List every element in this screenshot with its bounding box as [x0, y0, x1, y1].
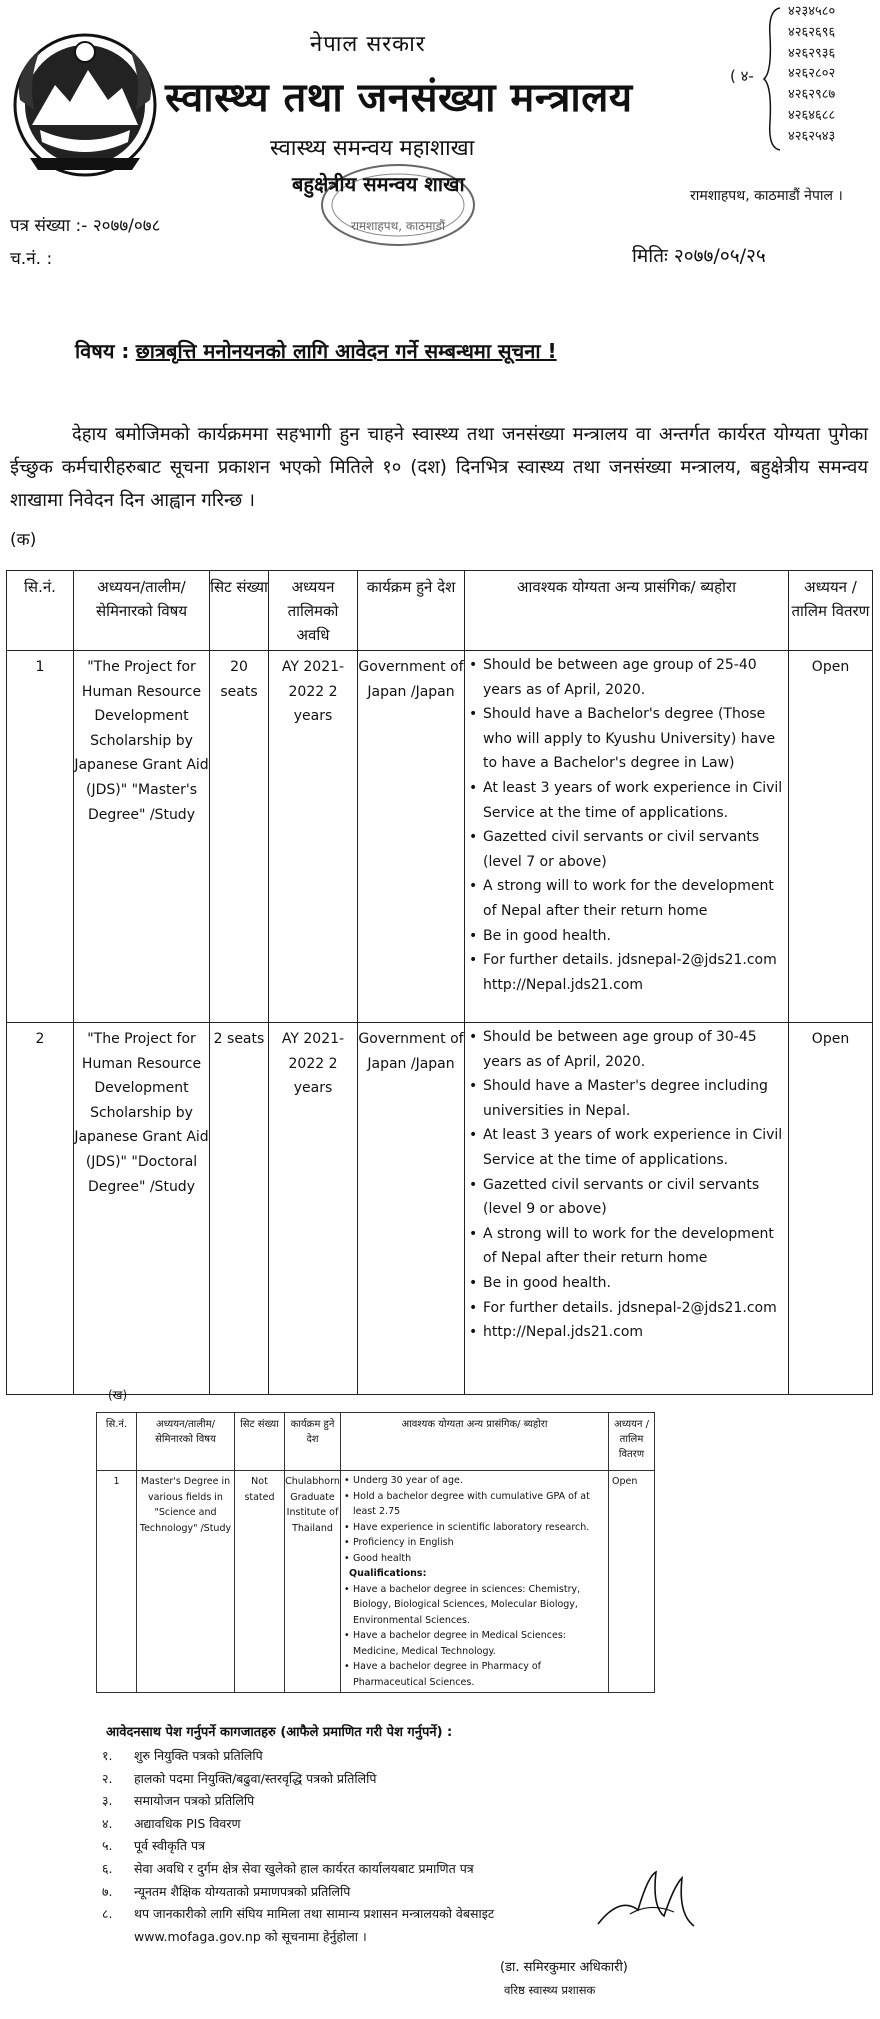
letter-date: मितिः २०७७/०५/२५ — [632, 245, 766, 267]
stamp-text: रामशाहपथ, काठमाडौं — [350, 219, 446, 233]
subject-text: छात्रबृत्ति मनोनयनको लागि आवेदन गर्ने सम्बन्धमा सूचना ! — [135, 339, 557, 363]
header-duration: अध्ययन तालिमको अवधि — [269, 571, 358, 651]
phone-number: ४२६४६८८ — [788, 107, 836, 123]
cell-seats: Not stated — [235, 1471, 285, 1693]
list-item — [102, 1858, 494, 1881]
item-text: अद्यावधिक PIS विवरण — [134, 1815, 241, 1831]
requirement-item: • Should be between age group of 25-40 years as of April, 2020. — [483, 653, 784, 702]
cell-country: Government of Japan /Japan — [358, 651, 465, 1023]
table-row — [7, 1023, 873, 1395]
list-item — [102, 1813, 494, 1836]
header-country: कार्यक्रम हुने देश — [358, 571, 465, 651]
signatory-name: (डा. समिरकुमार अधिकारी) — [500, 1960, 628, 1975]
cell-requirements — [341, 1471, 609, 1693]
header-distribution: अध्ययन /तालिम वितरण — [789, 571, 873, 651]
division-name: स्वास्थ्य समन्वय महाशाखा — [270, 136, 475, 161]
qualification-item: • Have a bachelor degree in sciences: Chemistry, Biology, Biological Sciences, Molecular Biology, Environmental Sciences. — [353, 1582, 606, 1629]
signature-mark — [590, 1866, 700, 1936]
item-number: ४. — [102, 1815, 113, 1831]
list-item — [102, 1881, 494, 1904]
cell-country: Chulabhorn Graduate Institute of Thailand — [285, 1471, 341, 1693]
requirement-item: • http://Nepal.jds21.com — [483, 1320, 784, 1345]
table-header-row — [7, 571, 873, 651]
header-subject: अध्ययन/तालीम/ सेमिनारको विषय — [137, 1413, 235, 1471]
signatory-title: वरिष्ठ स्वास्थ्य प्रशासक — [504, 1983, 596, 1997]
requirement-item: • Should have a Bachelor's degree (Those who will apply to Kyushu University) have to have a Bachelor's degree in Law) — [483, 702, 784, 776]
part-kha-label: (ख) — [108, 1388, 128, 1402]
item-text: शुरु नियुक्ति पत्रको प्रतिलिपि — [134, 1748, 263, 1763]
documents-title: आवेदनसाथ पेश गर्नुपर्ने कागजातहरु (आफैले प्रमाणित गरी पेश गर्नुपर्ने) : — [106, 1725, 453, 1740]
cell-distribution: Open — [789, 1023, 873, 1395]
item-number: ८. — [102, 1906, 113, 1922]
requirement-item: • Have experience in scientific laboratory research. — [353, 1520, 606, 1536]
cell-sn: 2 — [7, 1023, 74, 1395]
requirement-item: • Underg 30 year of age. — [353, 1473, 606, 1489]
requirement-item: • A strong will to work for the development of Nepal after their return home — [483, 1222, 784, 1271]
list-item — [102, 1903, 494, 1926]
requirement-item: • Gazetted civil servants or civil servants (level 7 or above) — [483, 825, 784, 874]
header-requirements: आवश्यक योग्यता अन्य प्रासंगिक/ ब्यहोरा — [341, 1413, 609, 1471]
cell-distribution: Open — [609, 1471, 655, 1693]
requirement-item: • Should have a Master's degree including universities in Nepal. — [483, 1074, 784, 1123]
header-sn: सि.नं. — [97, 1413, 137, 1471]
item-text: सेवा अवधि र दुर्गम क्षेत्र सेवा खुलेको हाल कार्यरत कार्यालयबाट प्रमाणित पत्र — [134, 1860, 474, 1876]
phone-numbers — [730, 0, 870, 160]
phone-prefix: ( ४- — [730, 67, 754, 85]
cell-distribution: Open — [789, 651, 873, 1023]
requirement-item: • Proficiency in English — [353, 1535, 606, 1551]
cell-seats: 20 seats — [210, 651, 269, 1023]
cell-duration: AY 2021-2022 2 years — [269, 1023, 358, 1395]
cell-subject: "The Project for Human Resource Development Scholarship by Japanese Grant Aid (JDS)" "Doctoral Degree" /Study — [74, 1023, 210, 1395]
subject-label: विषय : — [75, 339, 130, 363]
header-distribution: अध्ययन /तालिम वितरण — [609, 1413, 655, 1471]
requirement-item: • Be in good health. — [483, 1271, 784, 1296]
qualifications-heading: Qualifications: — [349, 1568, 427, 1579]
cell-seats: 2 seats — [210, 1023, 269, 1395]
table-row — [7, 651, 873, 1023]
scholarship-table — [6, 570, 873, 1395]
item-number: ३. — [102, 1793, 113, 1809]
item-text: थप जानकारीको लागि संघिय मामिला तथा सामान्य प्रशासन मन्त्रालयको वेबसाइट — [134, 1906, 495, 1922]
requirement-item: • Good health — [353, 1551, 606, 1567]
requirement-item: • At least 3 years of work experience in Civil Service at the time of applications. — [483, 776, 784, 825]
cell-sn: 1 — [7, 651, 74, 1023]
requirement-item: • For further details. jdsnepal-2@jds21.com — [483, 1296, 784, 1321]
header-seats: सिट संख्या — [210, 571, 269, 651]
qualification-item: • Have a bachelor degree in Pharmacy of Pharmaceutical Sciences. — [353, 1659, 606, 1690]
cell-country: Government of Japan /Japan — [358, 1023, 465, 1395]
website-link: www.mofaga.gov.np को सूचनामा हेर्नुहोला । — [134, 1928, 367, 1944]
requirement-item: • For further details. jdsnepal-2@jds21.com http://Nepal.jds21.com — [483, 948, 784, 997]
cell-subject: "The Project for Human Resource Development Scholarship by Japanese Grant Aid (JDS)" "Master's Degree" /Study — [74, 651, 210, 1023]
list-item — [102, 1745, 494, 1768]
requirement-item: • Should be between age group of 30-45 years as of April, 2020. — [483, 1025, 784, 1074]
part-ka-label: (क) — [10, 530, 37, 550]
brace-icon — [762, 6, 782, 152]
item-text: पूर्व स्वीकृति पत्र — [134, 1838, 206, 1854]
body-paragraph: देहाय बमोजिमको कार्यक्रममा सहभागी हुन चाहने स्वास्थ्य तथा जनसंख्या मन्त्रालय वा अन्तर्गत कार्यरत योग्यता पुगेका ईच्छुक कर्मचारीहरुबाट सूचना प्रकाशन भएको मितिले १० (दश) दिनभित्र स्वास्थ्य तथा जनसंख्या मन्त्रालय, बहुक्षेत्रीय समन्वय शाखामा निवेदन दिन आह्वान गरिन्छ । — [10, 424, 868, 511]
phone-number: ४२६२५४३ — [788, 128, 836, 144]
requirement-item: • Hold a bachelor degree with cumulative GPA of at least 2.75 — [353, 1489, 606, 1520]
item-number: १. — [102, 1748, 113, 1763]
subject-line — [75, 337, 557, 364]
cell-requirements — [465, 1023, 789, 1395]
government-name: नेपाल सरकार — [310, 32, 426, 57]
requirement-item: • Gazetted civil servants or civil servants (level 9 or above) — [483, 1173, 784, 1222]
header-sn: सि.नं. — [7, 571, 74, 651]
phone-number: ४२६२९३६ — [788, 45, 836, 61]
list-item — [102, 1835, 494, 1858]
qualification-item: • Have a bachelor degree in Medical Sciences: Medicine, Medical Technology. — [353, 1628, 606, 1659]
requirement-item: • At least 3 years of work experience in Civil Service at the time of applications. — [483, 1123, 784, 1172]
item-text: न्यूनतम शैक्षिक योग्यताको प्रमाणपत्रको प्रतिलिपि — [134, 1883, 351, 1899]
cell-requirements — [465, 651, 789, 1023]
item-number: ७. — [102, 1883, 113, 1899]
phone-number: ४२६२९८७ — [788, 87, 836, 103]
phone-number: ४२६२८०२ — [788, 66, 836, 82]
office-address: रामशाहपथ, काठमाडौं नेपाल । — [690, 188, 843, 204]
phone-number: ४२३४५८० — [788, 4, 836, 19]
header-requirements: आवश्यक योग्यता अन्य प्रासंगिक/ ब्यहोरा — [465, 571, 789, 651]
phone-number: ४२६२६९६ — [788, 24, 836, 40]
item-number: ६. — [102, 1860, 113, 1876]
ministry-name: स्वास्थ्य तथा जनसंख्या मन्त्रालय — [165, 75, 633, 121]
header-subject: अध्ययन/तालीम/ सेमिनारको विषय — [74, 571, 210, 651]
list-item — [102, 1768, 494, 1791]
cell-sn: 1 — [97, 1471, 137, 1693]
item-number: २. — [102, 1770, 113, 1786]
reference-number: पत्र संख्या :- २०७७/०७८ — [10, 216, 161, 236]
cell-duration: AY 2021-2022 2 years — [269, 651, 358, 1023]
cell-subject: Master's Degree in various fields in "Science and Technology" /Study — [137, 1471, 235, 1693]
table-header-row — [97, 1413, 655, 1471]
list-item — [102, 1790, 494, 1813]
item-number: ५. — [102, 1838, 113, 1854]
item-text: हालको पदमा नियुक्ति/बढुवा/स्तरवृद्धि पत्रको प्रतिलिपि — [134, 1770, 377, 1786]
section-name: बहुक्षेत्रीय समन्वय शाखा — [292, 172, 465, 196]
documents-list — [102, 1745, 494, 1948]
requirement-item: • A strong will to work for the development of Nepal after their return home — [483, 874, 784, 923]
header-country: कार्यक्रम हुने देश — [285, 1413, 341, 1471]
thailand-scholarship-table — [96, 1412, 655, 1693]
header-seats: सिट संख्या — [235, 1413, 285, 1471]
requirement-item: • Be in good health. — [483, 924, 784, 949]
dispatch-number: च.नं. : — [10, 249, 53, 269]
nepal-government-emblem — [10, 30, 160, 180]
item-text: समायोजन पत्रको प्रतिलिपि — [134, 1793, 255, 1809]
table-row — [97, 1471, 655, 1693]
